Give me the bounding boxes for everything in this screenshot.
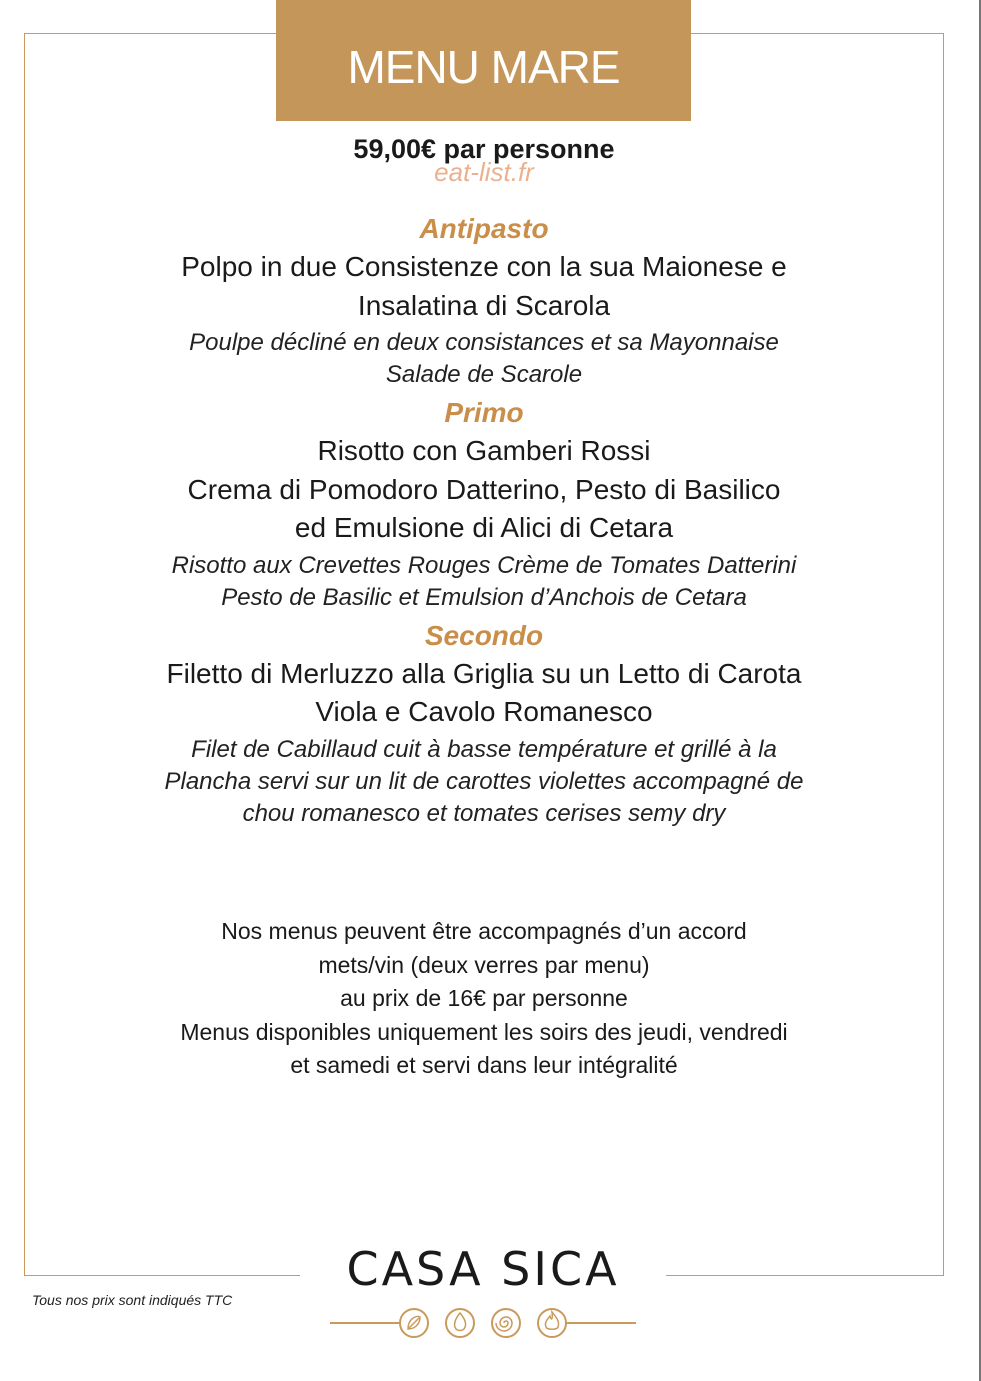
dish-italian-line: Crema di Pomodoro Datterino, Pesto di Basilico (187, 473, 781, 505)
dish-italian-line: Risotto con Gamberi Rossi (317, 435, 651, 466)
menu-notes (0, 915, 968, 1083)
note-line: Nos menus peuvent être accompagnés d’un accord (221, 918, 747, 944)
brand-logo: CASA SICA (346, 1242, 620, 1296)
course-primo (0, 394, 968, 614)
course-antipasto (0, 210, 968, 391)
note-line: et samedi et servi dans leur intégralité (290, 1052, 678, 1078)
note-line: mets/vin (deux verres par menu) (318, 951, 650, 978)
dish-italian-line: Viola e Cavolo Romanesco (315, 696, 653, 727)
menu-courses (0, 210, 968, 830)
leaf-icon (400, 1309, 428, 1337)
spiral-icon (492, 1309, 520, 1337)
dish-french-line: Salade de Scarole (385, 361, 583, 388)
note-line: au prix de 16€ par personne (340, 985, 628, 1011)
flame-icon (446, 1309, 474, 1337)
dish-french-line: chou romanesco et tomates cerises semy dry (242, 799, 726, 827)
dish-french-line: Risotto aux Crevettes Rouges Crème de Tomates Datterini (171, 551, 797, 579)
note-line: Menus disponibles uniquement les soirs des jeudi, vendredi (180, 1018, 788, 1045)
dish-italian-line: Insalatina di Scarola (357, 289, 611, 321)
dish-italian-line: ed Emulsione di Alici di Cetara (294, 512, 674, 543)
course-title: Secondo (424, 619, 544, 651)
dish-french-line: Filet de Cabillaud cuit à basse température et grillé à la (191, 735, 777, 763)
dish-french-line: Poulpe décliné en deux consistances et sa Mayonnaise (189, 329, 779, 356)
course-title: Antipasto (419, 213, 549, 244)
fire-icon (538, 1309, 566, 1337)
menu-header (276, 0, 691, 121)
watermark: eat-list.fr (434, 157, 534, 187)
menu-title: MENU MARE (347, 40, 620, 93)
dish-french-line: Pesto de Basilic et Emulsion d’Anchois de Cetara (221, 583, 747, 611)
dish-french-line: Plancha servi sur un lit de carottes violettes accompagné de (164, 767, 804, 795)
dish-italian-line: Filetto di Merluzzo alla Griglia su un Letto di Carota (166, 657, 802, 689)
dish-italian-line: Polpo in due Consistenze con la sua Maionese e (181, 251, 787, 282)
menu-price: 59,00€ par personne (353, 134, 615, 164)
course-title: Primo (444, 397, 524, 428)
course-secondo (0, 617, 968, 830)
brand-emblems (330, 1305, 636, 1341)
tax-note: Tous nos prix sont indiqués TTC (32, 1292, 233, 1308)
